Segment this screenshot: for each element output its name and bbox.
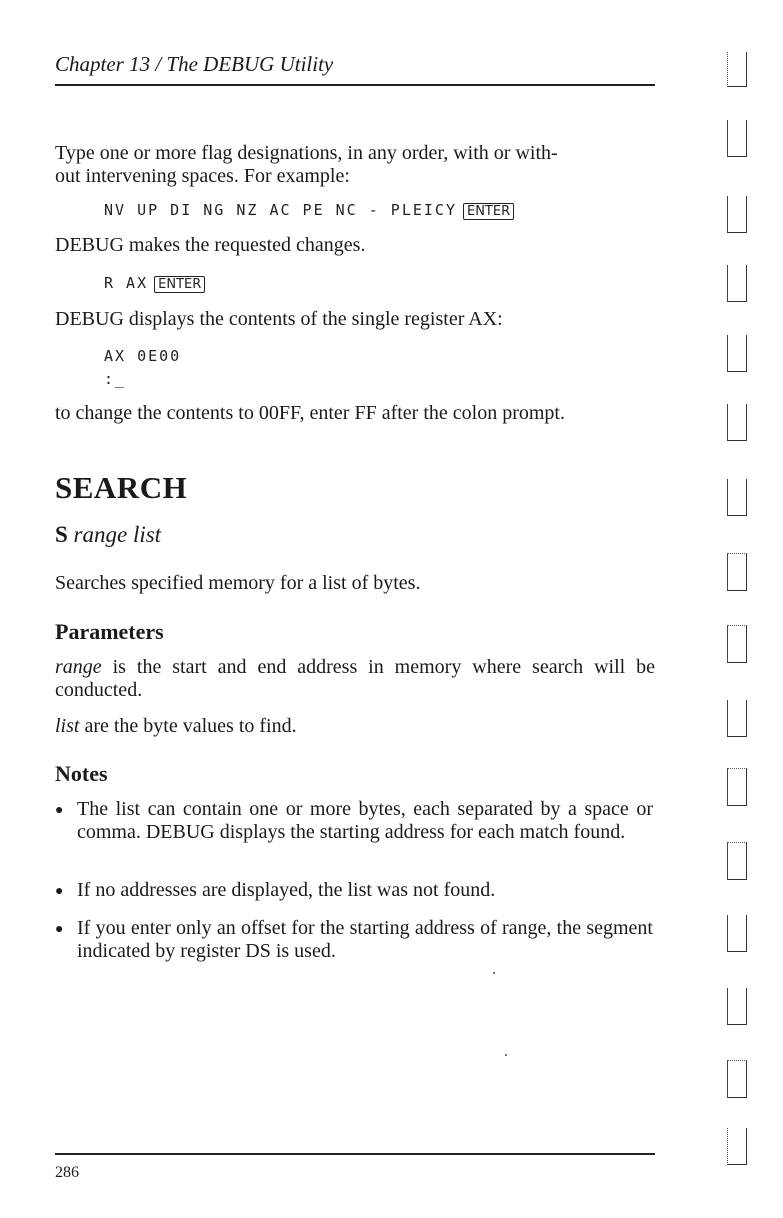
binding-hole-mark — [727, 335, 747, 372]
parameters-heading: Parameters — [55, 619, 164, 644]
speck-mark — [493, 972, 495, 974]
search-syntax-command: S — [55, 522, 68, 547]
register-command-line — [104, 274, 205, 293]
enter-key-icon: ENTER — [154, 276, 205, 293]
flags-example-line — [104, 201, 514, 220]
param-range-text — [55, 656, 655, 702]
note-text: If you enter only an offset for the starting address of range, the segment indicated by register DS is used. — [77, 917, 653, 962]
register-result-text: DEBUG displays the contents of the single register AX: — [55, 308, 503, 330]
change-note-text: to change the contents to 00FF, enter FF after the colon prompt. — [55, 402, 565, 424]
binding-hole-mark — [727, 404, 747, 441]
search-syntax-args: range list — [73, 522, 162, 547]
flags-result-text: DEBUG makes the requested changes. — [55, 234, 366, 256]
search-section-title: SEARCH — [55, 470, 188, 505]
binding-hole-mark — [727, 479, 747, 516]
binding-hole-mark — [727, 553, 747, 591]
bullet-icon: ● — [55, 884, 64, 899]
flags-example-command: NV UP DI NG NZ AC PE NC - PLEICY — [104, 201, 457, 219]
binding-hole-mark — [727, 915, 747, 952]
bullet-icon: ● — [55, 922, 64, 937]
binding-hole-mark — [727, 52, 747, 87]
speck-mark — [505, 1054, 507, 1056]
binding-hole-mark — [727, 842, 747, 880]
binding-hole-mark — [727, 1128, 747, 1165]
binding-hole-mark — [727, 625, 747, 663]
param-range-name: range — [55, 656, 102, 678]
binding-hole-mark — [727, 988, 747, 1025]
flags-intro-paragraph: Type one or more flag designations, in any order, with or with- out intervening spaces. For example: — [55, 142, 558, 187]
header-rule — [55, 84, 655, 86]
binding-hole-mark — [727, 120, 747, 157]
running-header: Chapter 13 / The DEBUG Utility — [55, 52, 334, 76]
footer-rule — [55, 1153, 655, 1155]
register-output-line-1: AX 0E00 — [104, 347, 182, 365]
register-command: R AX — [104, 274, 149, 292]
binding-hole-mark — [727, 265, 747, 302]
param-list-description: are the byte values to find. — [79, 715, 297, 737]
note-text: The list can contain one or more bytes, each separated by a space or comma. DEBUG displays the starting address for each match found. — [77, 798, 653, 843]
note-text: If no addresses are displayed, the list was not found. — [77, 879, 496, 901]
notes-heading: Notes — [55, 761, 108, 786]
enter-key-icon: ENTER — [463, 203, 514, 220]
param-list-text — [55, 715, 297, 738]
search-description: Searches specified memory for a list of bytes. — [55, 572, 421, 594]
binding-margin — [727, 0, 751, 1218]
binding-hole-mark — [727, 700, 747, 737]
binding-hole-mark — [727, 1060, 747, 1098]
search-syntax — [55, 522, 161, 548]
binding-hole-mark — [727, 768, 747, 806]
param-range-description: is the start and end address in memory where search will be conducted. — [55, 656, 655, 701]
binding-hole-mark — [727, 196, 747, 233]
page-number: 286 — [55, 1164, 79, 1181]
bullet-icon: ● — [55, 803, 64, 818]
param-list-name: list — [55, 715, 80, 737]
register-output-line-2: :_ — [104, 370, 127, 388]
